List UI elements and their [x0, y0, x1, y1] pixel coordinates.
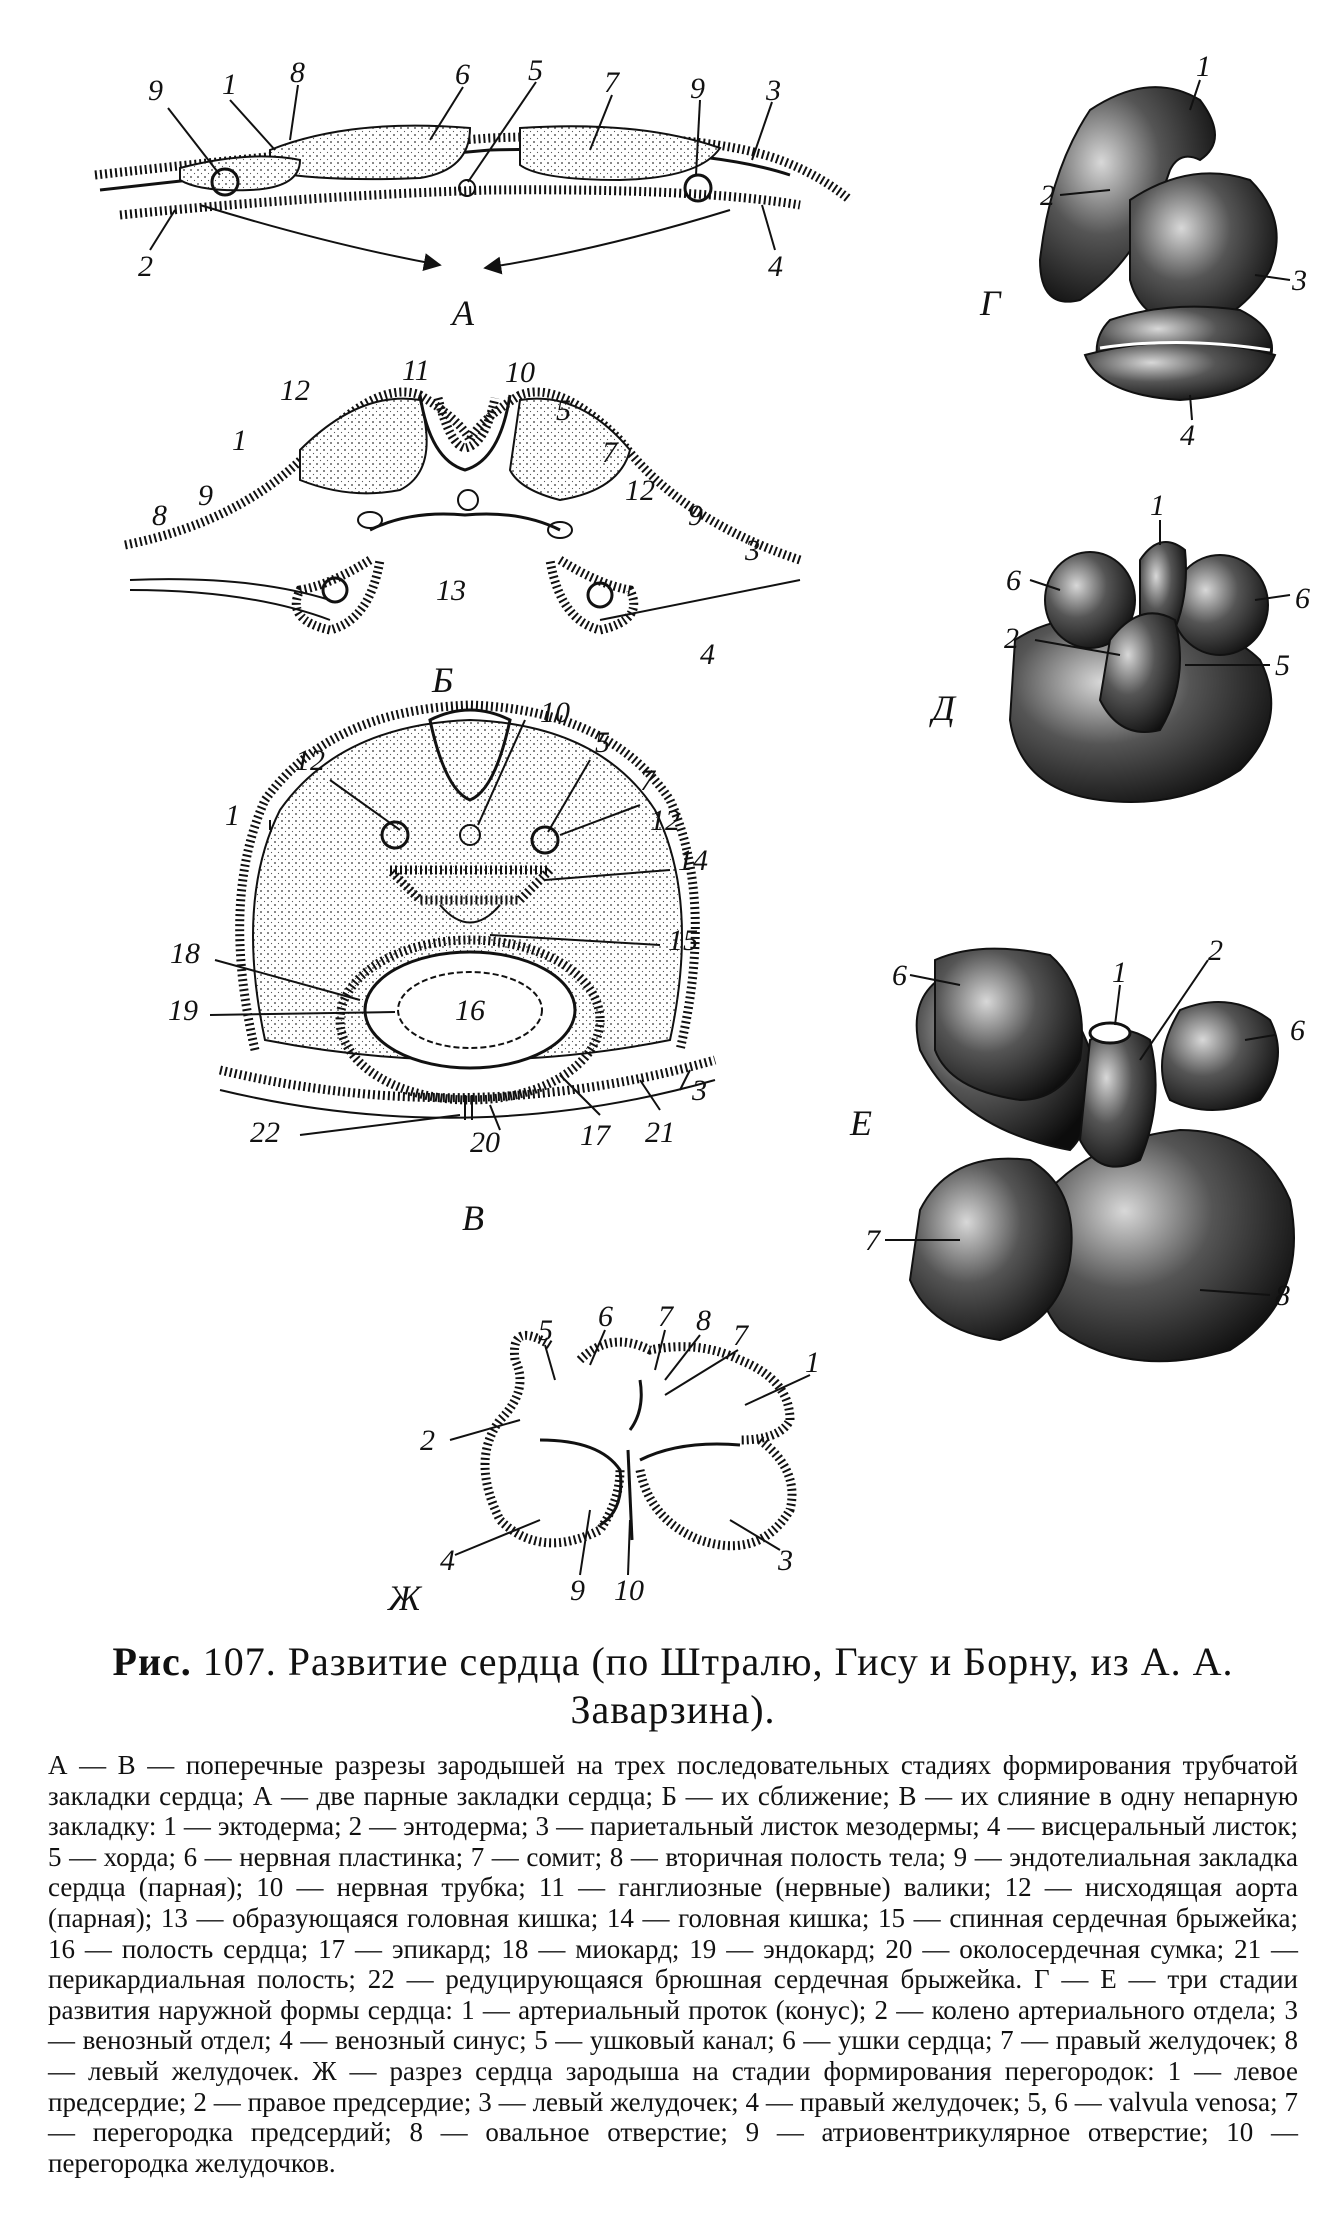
panel-d-heart: [929, 489, 1310, 802]
panel-d-label: 6: [1006, 564, 1021, 597]
panel-e-label: 6: [1290, 1014, 1305, 1047]
panel-g-letter: Г: [980, 283, 1001, 323]
panel-a-label: 5: [528, 54, 543, 87]
panel-zh-label: 2: [420, 1424, 435, 1457]
panel-zh-label: 3: [778, 1544, 793, 1577]
panel-v-label: 5: [595, 726, 610, 759]
panel-b-label: 11: [402, 354, 430, 387]
panel-v-label: 20: [470, 1126, 500, 1159]
panel-g-heart: [979, 50, 1307, 452]
panel-b-letter: Б: [432, 660, 454, 700]
panel-b-label: 7: [602, 436, 617, 469]
panel-e-label: 6: [892, 959, 907, 992]
panel-zh-section: [387, 1300, 820, 1618]
panel-e-letter: Е: [850, 1103, 872, 1143]
panel-d-letter: Д: [932, 688, 955, 728]
panel-v-label: 12: [650, 804, 680, 837]
panel-e-label: 8: [1275, 1279, 1290, 1312]
panel-b-label: 12: [625, 474, 655, 507]
panel-v-label: 7: [640, 764, 655, 797]
panel-a-label: 9: [148, 74, 163, 107]
panel-v-label: 16: [455, 994, 485, 1027]
panel-a-label: 7: [604, 66, 619, 99]
panel-zh-letter: Ж: [388, 1578, 421, 1618]
panel-v-label: 18: [170, 937, 200, 970]
panel-v-label: 15: [668, 924, 698, 957]
panel-zh-label: 5: [538, 1314, 553, 1347]
panel-a-label: 2: [138, 250, 153, 283]
panel-b-label: 9: [198, 479, 213, 512]
panel-b-label: 13: [436, 574, 466, 607]
panel-a-letter: А: [452, 293, 474, 333]
panel-zh-label: 1: [805, 1346, 820, 1379]
panel-e-label: 2: [1208, 934, 1223, 967]
panel-v-label: 19: [168, 994, 198, 1027]
panel-v-label: 17: [580, 1119, 610, 1152]
caption-fig-label: Рис.: [112, 1639, 192, 1684]
panel-d-label: 6: [1295, 582, 1310, 615]
panel-a-label: 6: [455, 58, 470, 91]
caption-title-text: Развитие сердца (по Штралю, Гису и Борну, из А. А. Заварзина).: [287, 1639, 1234, 1732]
panel-b-label: 1: [232, 424, 247, 457]
panel-b-label: 9: [688, 499, 703, 532]
panel-e-label: 7: [865, 1224, 880, 1257]
panel-d-label: 1: [1150, 489, 1165, 522]
panel-v-label: 10: [540, 696, 570, 729]
panel-v-label: 1: [225, 799, 240, 832]
caption-body: А — В — поперечные разрезы зародышей на трех последовательных стадиях формирования трубчатой закладки сердца; А — две парные закладки сердца; Б — их сближение; В — их слияние в одну непарную закладку: 1 — эктодерма; 2 — энтодерма; 3 — париетальный листок мезодермы; 4 — висцеральный листок; 5 — хорда; 6 — нервная пластинка; 7 — сомит; 8 — вторичная полость тела; 9 — эндотелиальная закладка сердца (парная); 10 — нервная трубка; 11 — ганглиозные (нервные) валики; 12 — нисходящая аорта (парная); 13 — образующаяся головная кишка; 14 — головная кишка; 15 — спинная сердечная брыжейка; 16 — полость сердца; 17 — эпикард; 18 — миокард; 19 — эндокард; 20 — околосердечная сумка; 21 — перикардиальная полость; 22 — редуцирующаяся брюшная сердечная брыжейка. Г — Е — три стадии развития наружной формы сердца: 1 — артериальный проток (конус); 2 — колено артериального отдела; 3 — венозный отдел; 4 — венозный синус; 5 — ушковый канал; 6 — ушки сердца; 7 — правый желудочек; 8 — левый желудочек. Ж — разрез сердца зародыша на стадии формирования перегородок: 1 — левое предсердие; 2 — правое предсердие; 3 — левый желудочек; 4 — правый желудочек; 5, 6 — valvula venosa; 7 — перегородка предсердий; 8 — овальное отверстие; 9 — атриовентрикулярное отверстие; 10 — перегородка желудочков.: [48, 1750, 1298, 2178]
panel-b-label: 10: [505, 356, 535, 389]
panel-v-section: [168, 696, 715, 1238]
panel-a-label: 3: [766, 74, 781, 107]
panel-zh-label: 7: [658, 1300, 673, 1333]
panel-v-label: 14: [678, 844, 708, 877]
panel-b-label: 5: [556, 394, 571, 427]
panel-b-label: 4: [700, 638, 715, 671]
panel-a-label: 9: [690, 72, 705, 105]
caption-fig-number: 107.: [202, 1639, 277, 1684]
panel-d-label: 5: [1275, 649, 1290, 682]
panel-zh-label: 7: [733, 1319, 748, 1352]
panel-a-section: [95, 54, 850, 333]
panel-zh-label: 8: [696, 1304, 711, 1337]
panel-v-label: 22: [250, 1116, 280, 1149]
panel-v-letter: В: [462, 1198, 484, 1238]
panel-g-label: 2: [1040, 179, 1055, 212]
panel-g-label: 4: [1180, 419, 1195, 452]
panel-a-label: 8: [290, 56, 305, 89]
panel-zh-label: 10: [614, 1574, 644, 1607]
panel-v-label: 12: [295, 744, 325, 777]
panel-d-label: 2: [1004, 622, 1019, 655]
figure-caption: [48, 1638, 1298, 2178]
panel-g-label: 3: [1292, 264, 1307, 297]
panel-v-label: 21: [645, 1116, 675, 1149]
panel-e-label: 1: [1112, 956, 1127, 989]
panel-g-label: 1: [1196, 50, 1211, 83]
panel-v-label: 3: [692, 1074, 707, 1107]
panel-b-label: 8: [152, 499, 167, 532]
panel-a-label: 4: [768, 250, 783, 283]
panel-e-heart: [849, 934, 1305, 1361]
caption-title: [48, 1638, 1298, 1734]
panel-b-label: 3: [745, 534, 760, 567]
panel-zh-label: 6: [598, 1300, 613, 1333]
panel-zh-label: 4: [440, 1544, 455, 1577]
panel-b-label: 12: [280, 374, 310, 407]
panel-a-label: 1: [222, 68, 237, 101]
panel-zh-label: 9: [570, 1574, 585, 1607]
panel-b-section: [125, 354, 800, 700]
